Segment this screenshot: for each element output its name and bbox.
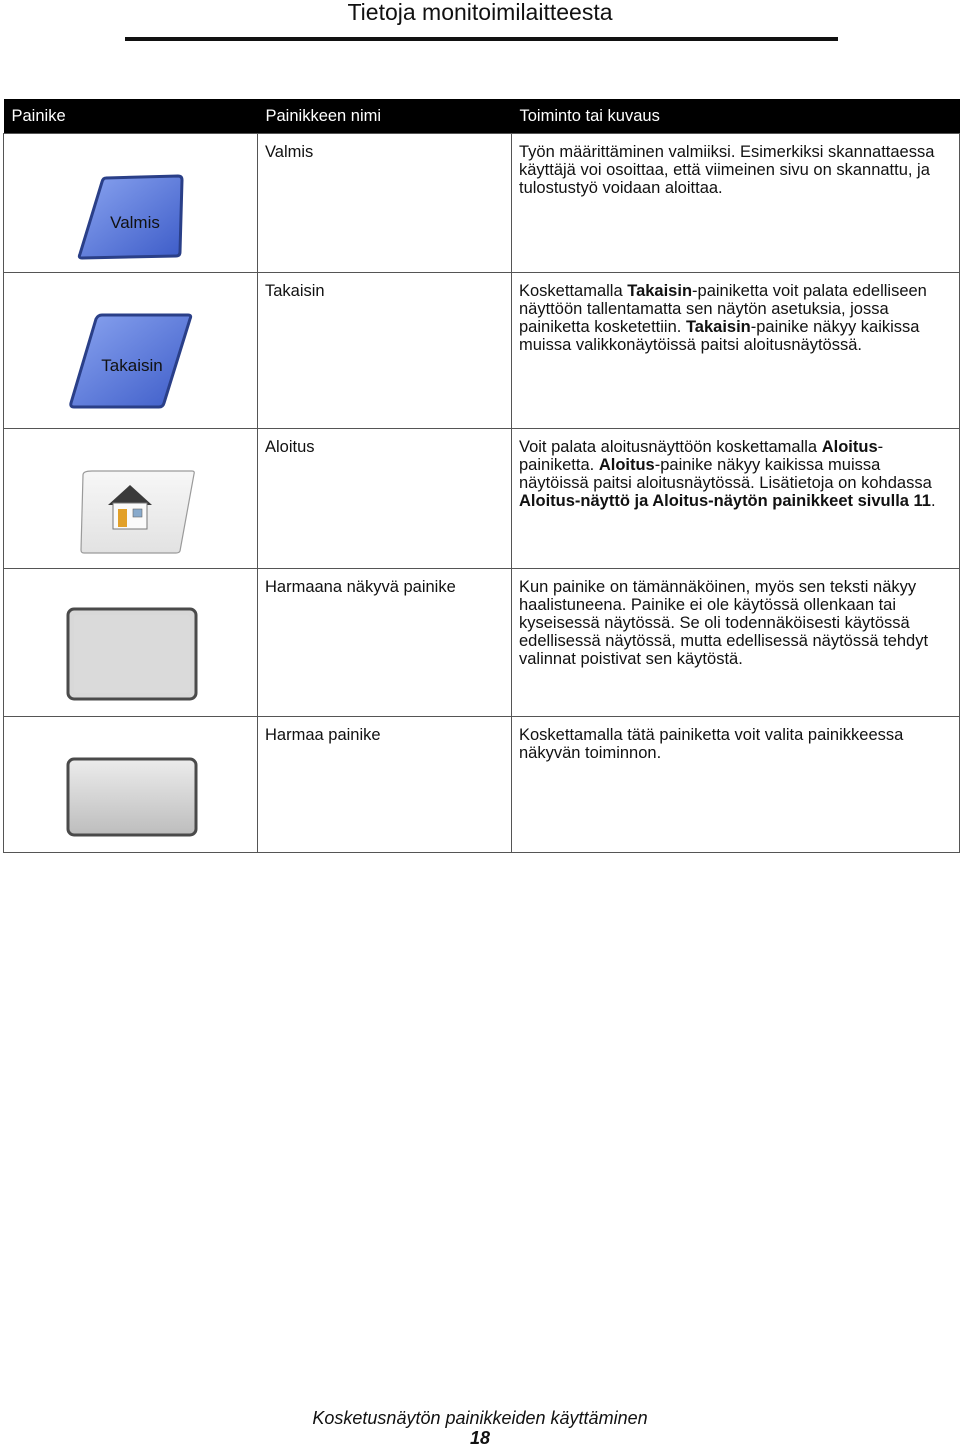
description-text: Kun painike on tämännäköinen, myös sen teksti näkyy haalistuneena. Painike ei ole käytössä ollenkaan tai kyseisessä näytössä. Se oli todennäköisesti käytössä edellisessä näytössä, mutta edellisessä näytössä tehdyt valinnat poistivat sen käytöstä. [519,578,929,668]
button-description [512,273,960,429]
description-text: -painiketta. [519,438,884,474]
button-description [512,569,960,717]
emphasized-term: Takaisin [627,282,693,300]
table-row [4,717,960,853]
button-table [3,99,960,853]
page-number: 18 [469,1428,491,1448]
button-description [512,717,960,853]
button-name: Takaisin [258,273,512,429]
description-text: Koskettamalla tätä painiketta voit valita painikkeessa näkyvän toiminnon. [519,726,904,762]
button-description [512,429,960,569]
button-description [512,134,960,273]
footer-section-title: Kosketusnäytön painikkeiden käyttäminen [312,1408,648,1428]
button-name: Harmaana näkyvä painike [258,569,512,717]
icon-cell [4,273,258,429]
icon-cell [4,717,258,853]
table-row [4,429,960,569]
button-name: Valmis [258,134,512,273]
icon-cell [4,429,258,569]
page-footer [0,1408,960,1448]
valmis-label: Valmis [110,213,160,232]
emphasized-term: Aloitus [821,438,878,456]
description-text: -painike näkyy kaikissa muissa näytöissä paitsi aloitusnäytössä. Lisätietoja on kohdassa [519,456,932,492]
valmis-button-image [74,172,188,262]
table-header-row [4,99,960,134]
description-text: -painike näkyy kaikissa muissa valikkonäytöissä paitsi aloitusnäytössä. [519,318,920,354]
page-title: Tietoja monitoimilaitteesta [347,0,613,25]
description-text: . [930,492,936,510]
column-header: Painike [4,99,258,134]
description-text: Työn määrittäminen valmiiksi. Esimerkiksi skannattaessa käyttäjä voi osoittaa, että viimeinen sivu on skannattu, ja tulostustyö voidaan aloittaa. [519,143,935,197]
grayed-out-button-image [66,607,200,703]
gray-button-image [66,757,200,839]
table-row [4,569,960,717]
table-row [4,273,960,429]
emphasized-term: Aloitus [598,456,655,474]
icon-cell [4,569,258,717]
description-text: Voit palata aloitusnäyttöön koskettamalla [519,438,822,456]
button-name: Harmaa painike [258,717,512,853]
table-row [4,134,960,273]
emphasized-term: Takaisin [685,318,751,336]
home-icon [80,467,196,555]
description-text: -painiketta voit palata edelliseen näyttöön tallentamatta sen näytön asetuksia, jossa painiketta kosketettiin. [519,282,927,336]
takaisin-button-image [68,311,198,411]
emphasized-term: Aloitus-näyttö ja Aloitus-näytön painikkeet sivulla 11 [519,492,931,510]
description-text: Koskettamalla [519,282,628,300]
column-header: Painikkeen nimi [258,99,512,134]
takaisin-label: Takaisin [101,356,163,375]
column-header: Toiminto tai kuvaus [512,99,960,134]
button-name: Aloitus [258,429,512,569]
title-rule [125,37,838,41]
icon-cell [4,134,258,273]
